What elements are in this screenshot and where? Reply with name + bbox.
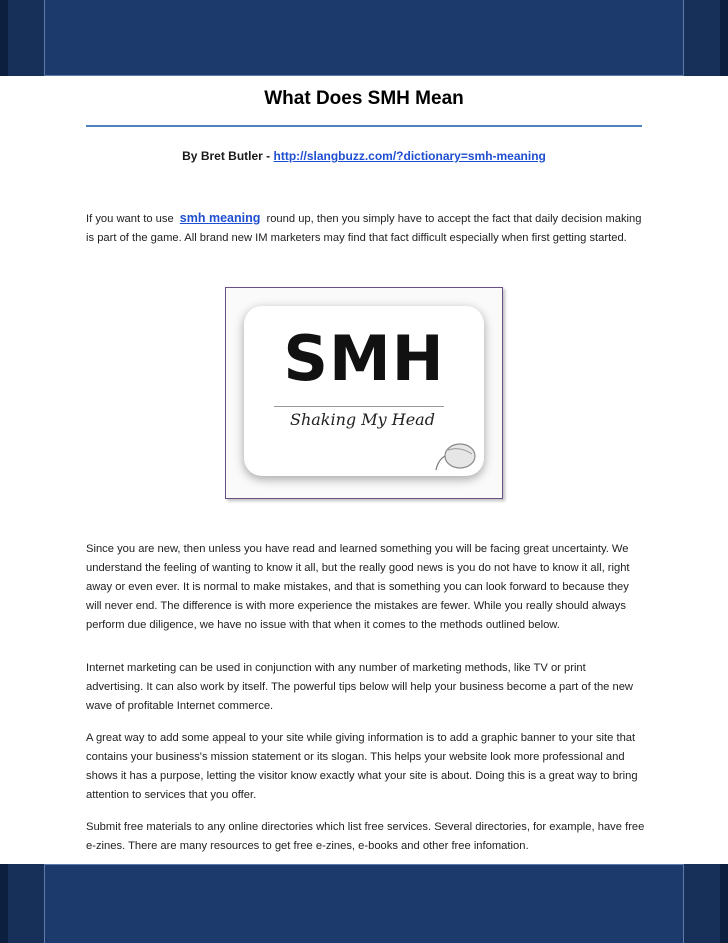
page-title: What Does SMH Mean — [264, 88, 464, 109]
byline-link[interactable]: http://slangbuzz.com/?dictionary=smh-meaning — [273, 149, 546, 163]
byline-author: By Bret Butler - — [182, 149, 274, 163]
smh-card — [244, 306, 484, 476]
footer-band-panel — [44, 864, 684, 943]
header-band-edge-left — [0, 0, 8, 76]
header-band-edge-right — [720, 0, 728, 76]
smh-image — [225, 287, 503, 499]
body-paragraph-1: Since you are new, then unless you have read and learned something you will be facing great uncertainty. We understand the feeling of wanting to know it all, but the really good news is you do not have to know it all, right away or even ever. It is normal to make mistakes, and that is something you can look forward to because they will never end. The difference is with more experience the mistakes are fewer. While you really should always perform due diligence, we have no issue with that when it comes to the methods outlined below. — [86, 543, 630, 631]
smh-logo-text: SMH — [283, 322, 445, 395]
body-paragraph-2: Internet marketing can be used in conjunction with any number of marketing methods, like TV or print advertising. It can also work by itself. The powerful tips below will help your business become a part of the new wave of profitable Internet commerce. — [86, 662, 634, 712]
body-paragraph-3: A great way to add some appeal to your site while giving information is to add a graphic banner to your site that contains your business's mission statement or its slogan. This helps your website look more professional and shows it has a purpose, letting the visitor know exactly what your site is about. Doing this is a great way to bring attention to services that you offer. — [86, 732, 638, 801]
body-paragraph-4: Submit free materials to any online directories which list free services. Several directories, for example, have free e-zines. There are many resources to get free e-zines, e-books and other free infomation. — [86, 821, 645, 852]
title-divider — [86, 125, 642, 127]
keyword-link[interactable]: smh meaning — [179, 211, 261, 225]
header-band-panel — [44, 0, 684, 76]
computer-mouse-icon — [434, 436, 478, 472]
footer-band — [0, 864, 728, 943]
smh-tagline: Shaking My Head — [290, 410, 435, 429]
tagline-divider — [274, 406, 444, 407]
byline — [0, 149, 728, 163]
footer-band-edge-right — [720, 864, 728, 943]
intro-text-before: If you want to use — [86, 213, 177, 225]
footer-band-edge-left — [0, 864, 8, 943]
intro-paragraph — [86, 209, 646, 248]
intro-text-after: round up, then you simply have to accept the fact that daily decision making is part of the game. All brand new IM marketers may find that fact difficult especially when first getting started. — [86, 213, 642, 244]
header-band — [0, 0, 728, 76]
